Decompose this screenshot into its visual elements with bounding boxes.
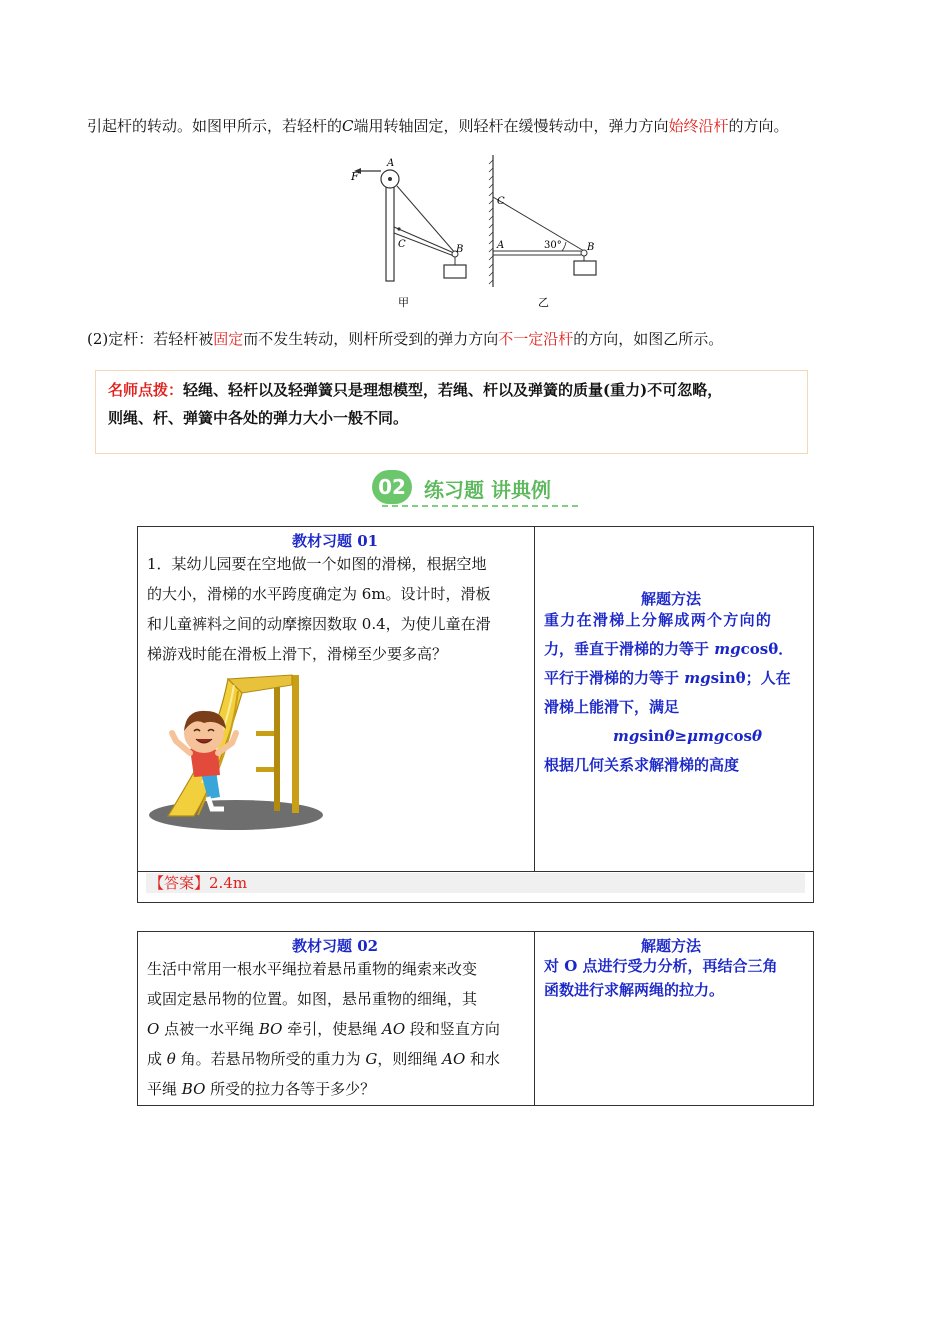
exercise-01-method: 重力在滑梯上分解成两个方向的 力，垂直于滑梯的力等于 mgcosθ． 平行于滑梯的力等于 mgsinθ；人在 滑梯上能滑下，满足 mgsinθ≥μmgcosθ 根据几何关系求解滑梯的高度 — [544, 611, 794, 774]
exercise-02-method-title: 解题方法 — [641, 937, 702, 955]
label-A: A — [387, 158, 395, 169]
tip-line-1: 轻绳、轻杆以及轻弹簧只是理想模型，若绳、杆以及弹簧的质量(重力)不可忽略， — [183, 381, 723, 399]
highlight-always-along-rod: 始终沿杆 — [668, 117, 729, 135]
exercise-01-answer: 【答案】2.4m — [149, 874, 248, 892]
section-divider — [382, 505, 578, 507]
slide-illustration — [146, 671, 326, 833]
figure-jia — [340, 150, 480, 310]
label-B: B — [587, 242, 595, 253]
exercise-02-method: 对 O 点进行受力分析，再结合三角 函数进行求解两绳的拉力。 — [544, 957, 778, 999]
exercise-01-table — [137, 526, 814, 903]
label-angle: 30° — [544, 240, 562, 251]
caption-yi: 乙 — [538, 296, 549, 309]
exercise-01-method-title: 解题方法 — [641, 590, 702, 608]
highlight-not-necessarily-along-rod: 不一定沿杆 — [498, 330, 574, 348]
highlight-fixed: 固定 — [213, 330, 244, 348]
caption-jia: 甲 — [398, 296, 409, 309]
paragraph-line-1: 引起杆的转动。如图甲所示，若轻杆的C端用转轴固定，则轻杆在缓慢转动中，弹力方向始终沿杆的方向。 — [87, 117, 789, 135]
label-F: F — [351, 170, 359, 183]
section-title: 练习题 讲典例 — [424, 478, 551, 502]
section-number-badge: 02 — [372, 470, 412, 504]
exercise-02-question: 生活中常用一根水平绳拉着悬吊重物的绳索来改变 或固定悬吊物的位置。如图，悬吊重物的细绳，其 O 点被一水平绳 BO 牵引，使悬绳 AO 段和竖直方向 成 θ 角。若悬吊物所受的重力为 G，则细绳 AO 和水 平绳 BO 所受的拉力各等于多少？ — [147, 960, 501, 1098]
figure-yi — [480, 150, 620, 310]
exercise-02-title: 教材习题 02 — [292, 937, 379, 955]
label-C: C — [497, 196, 505, 207]
exercise-01-title: 教材习题 01 — [292, 532, 379, 550]
tip-line-2: 则绳、杆、弹簧中各处的弹力大小一般不同。 — [108, 409, 409, 427]
column-divider — [534, 527, 535, 871]
tip-label: 名师点拨： — [108, 381, 184, 399]
exercise-02-table — [137, 931, 814, 1106]
label-A: A — [497, 240, 505, 251]
label-B: B — [456, 244, 464, 255]
label-C: C — [398, 239, 406, 250]
row-divider — [138, 871, 813, 872]
column-divider — [534, 932, 535, 1105]
paragraph-line-2: (2)定杆：若轻杆被固定而不发生转动，则杆所受到的弹力方向不一定沿杆的方向，如图乙所示。 — [87, 330, 724, 348]
teacher-tip-box — [95, 370, 808, 454]
exercise-01-question: 1．某幼儿园要在空地做一个如图的滑梯，根据空地 的大小，滑梯的水平跨度确定为 6m。设计时，滑板 和儿童裤料之间的动摩擦因数取 0.4，为使儿童在滑 梯游戏时能在滑板上滑下，滑梯至少要多高？ — [147, 555, 491, 663]
